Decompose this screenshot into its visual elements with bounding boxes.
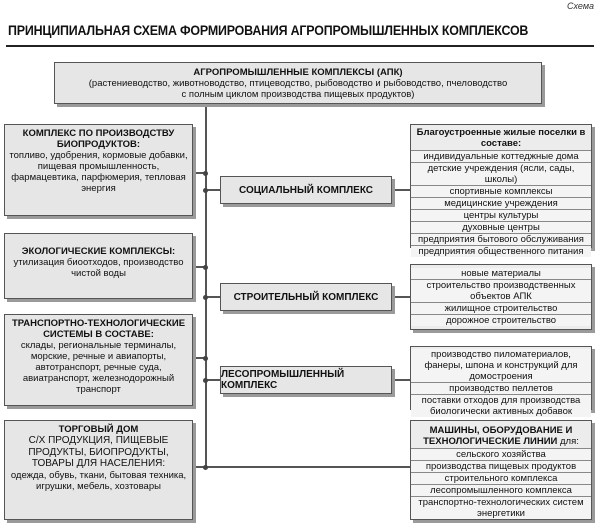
left-box-bioproducts xyxy=(4,124,193,216)
left-box-ecology xyxy=(4,233,193,299)
list-item: новые материалы xyxy=(411,268,591,280)
list-item: медицинские учреждения xyxy=(411,198,591,210)
list-item: спортивные комплексы xyxy=(411,186,591,198)
connector-right-3 xyxy=(392,379,410,381)
left-body: топливо, удобрения, кормовые добавки, пищевая промышленность, фармацевтика, парфюмерия, тепловая энергия xyxy=(9,150,188,194)
title-rule xyxy=(6,45,594,47)
right-heading xyxy=(411,421,591,449)
connector-mid-3 xyxy=(206,379,220,381)
right-box-machinery xyxy=(410,420,592,520)
left-heading: КОМПЛЕКС ПО ПРОИЗВОДСТВУ БИОПРОДУКТОВ: xyxy=(22,128,175,150)
list-item: сельского хозяйства xyxy=(411,449,591,461)
right-heading-bold: МАШИНЫ, ОБОРУДОВАНИЕ И ТЕХНОЛОГИЧЕСКИЕ ЛИНИИ xyxy=(423,425,573,447)
corner-label: Схема xyxy=(567,1,594,11)
connector-mid-2 xyxy=(206,296,220,298)
left-heading: ЭКОЛОГИЧЕСКИЕ КОМПЛЕКСЫ: xyxy=(21,246,176,257)
list-item: детские учреждения (ясли, сады, школы) xyxy=(411,163,591,186)
junction-dot xyxy=(203,378,208,383)
list-item: производства пищевых продуктов xyxy=(411,461,591,473)
list-item: лесопромышленного комплекса xyxy=(411,485,591,497)
right-heading: Благоустроенные жилые поселки в составе: xyxy=(411,125,591,151)
left-body: склады, региональные терминалы, морские, речные и авиапорты, автотранспорт, речные суда, авиатранспорт, железнодорожный транспорт xyxy=(20,340,177,395)
list-item: жилищное строительство xyxy=(411,303,591,315)
right-box-social xyxy=(410,124,592,257)
left-box-transport xyxy=(4,314,193,406)
top-box-apk xyxy=(54,62,542,104)
list-item: духовные центры xyxy=(411,222,591,234)
junction-dot xyxy=(203,188,208,193)
list-item: предприятия бытового обслуживания xyxy=(411,234,591,246)
list-item: строительство производственных объектов АПК xyxy=(411,280,591,303)
middle-box-forestry xyxy=(220,366,392,394)
middle-label: СОЦИАЛЬНЫЙ КОМПЛЕКС xyxy=(238,184,374,196)
main-trunk xyxy=(205,104,207,468)
middle-label: ЛЕСОПРОМЫШЛЕННЫЙ КОМПЛЕКС xyxy=(221,369,345,391)
right-box-forestry xyxy=(410,346,592,417)
left-heading: ТОРГОВЫЙ ДОМ xyxy=(58,424,139,435)
left-body-2: одежда, обувь, ткани, бытовая техника, игрушки, мебель, хозтовары xyxy=(10,469,187,492)
list-item: центры культуры xyxy=(411,210,591,222)
list-item: дорожное строительство xyxy=(411,315,591,326)
junction-dot xyxy=(203,465,208,470)
connector-mid-1 xyxy=(206,189,220,191)
right-box-construction xyxy=(410,264,592,330)
junction-dot xyxy=(203,356,208,361)
left-heading: ТРАНСПОРТНО-ТЕХНОЛОГИЧЕСКИЕ СИСТЕМЫ В СОСТАВЕ: xyxy=(11,318,186,340)
list-item: производство пиломатериалов, фанеры, шпона и конструкций для домостроения xyxy=(411,349,591,383)
junction-dot xyxy=(203,295,208,300)
right-heading-suffix: для: xyxy=(557,436,579,447)
connector-right-1 xyxy=(392,189,410,191)
left-body: утилизация биоотходов, производство чистой воды xyxy=(13,257,184,279)
middle-label: СТРОИТЕЛЬНЫЙ КОМПЛЕКС xyxy=(233,291,379,303)
connector-bottom-right xyxy=(206,466,411,468)
list-item: транспортно-технологических систем энергетики xyxy=(411,497,591,519)
middle-box-social xyxy=(220,176,392,204)
list-item: индивидуальные коттеджные дома xyxy=(411,151,591,163)
left-box-trade-house xyxy=(4,420,193,520)
left-body: С/Х ПРОДУКЦИЯ, ПИЩЕВЫЕ ПРОДУКТЫ, БИОПРОДУКТЫ, ТОВАРЫ ДЛЯ НАСЕЛЕНИЯ: xyxy=(28,435,169,469)
page-title: ПРИНЦИПИАЛЬНАЯ СХЕМА ФОРМИРОВАНИЯ АГРОПРОМЫШЛЕННЫХ КОМПЛЕКСОВ xyxy=(8,23,529,38)
list-item: предприятия общественного питания xyxy=(411,246,591,257)
junction-dot xyxy=(203,265,208,270)
top-line-2: с полным циклом производства пищевых продуктов) xyxy=(181,89,415,100)
list-item: строительного комплекса xyxy=(411,473,591,485)
junction-dot xyxy=(203,171,208,176)
list-item: поставки отходов для производства биологически активных добавок xyxy=(411,395,591,417)
top-line-1: (растениеводство, животноводство, птицеводство, рыбоводство и рыбоводство, пчеловодство xyxy=(88,78,508,89)
list-item: производство пеллетов xyxy=(411,383,591,395)
top-heading: АГРОПРОМЫШЛЕННЫЕ КОМПЛЕКСЫ (АПК) xyxy=(193,67,403,78)
middle-box-construction xyxy=(220,283,392,311)
connector-right-2 xyxy=(392,296,410,298)
